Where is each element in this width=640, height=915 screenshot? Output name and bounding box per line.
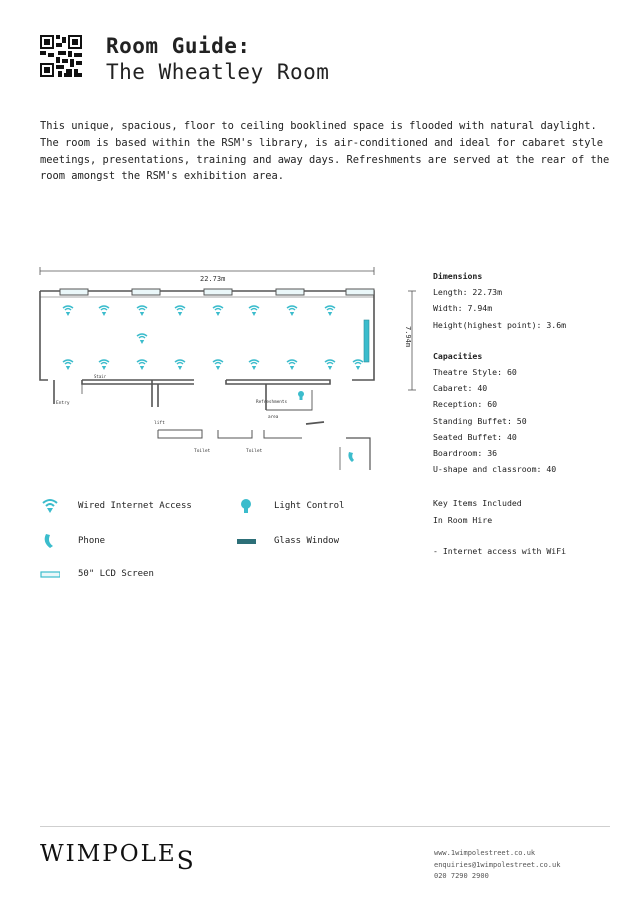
wifi-icon bbox=[63, 360, 73, 370]
wifi-icon bbox=[213, 360, 223, 370]
wifi-icon bbox=[213, 306, 223, 316]
wifi-icon bbox=[353, 360, 363, 370]
wifi-icon bbox=[325, 306, 335, 316]
phone-icon bbox=[40, 531, 60, 551]
capacity-item: Theatre Style: 60 bbox=[433, 367, 517, 378]
glass-window-icon bbox=[236, 531, 256, 551]
legend-lcd-screen bbox=[40, 564, 154, 584]
key-items-heading: Key Items Included bbox=[433, 498, 522, 509]
wifi-icon bbox=[63, 306, 73, 316]
length-value: Length: 22.73m bbox=[433, 287, 503, 298]
wifi-icon bbox=[249, 360, 259, 370]
lift-label: lift bbox=[154, 421, 165, 426]
wifi-icon bbox=[137, 360, 147, 370]
area-label: area bbox=[268, 415, 279, 420]
legend-phone bbox=[40, 531, 105, 551]
stair-label: Stair bbox=[94, 374, 107, 379]
toilet-label: Toilet bbox=[194, 449, 211, 454]
length-label: 22.73m bbox=[200, 275, 226, 283]
wifi-icon bbox=[287, 360, 297, 370]
dimensions-heading: Dimensions bbox=[433, 271, 483, 281]
capacity-item: Boardroom: 36 bbox=[433, 448, 498, 459]
wifi-icon bbox=[99, 306, 109, 316]
capacity-item: Cabaret: 40 bbox=[433, 383, 488, 394]
legend-label: Light Control bbox=[274, 501, 345, 511]
lcd-screen-icon bbox=[40, 564, 60, 584]
legend-light-control bbox=[236, 496, 344, 516]
wifi-icon bbox=[175, 306, 185, 316]
wifi-icon bbox=[249, 306, 259, 316]
legend-wired-internet bbox=[40, 496, 192, 516]
wifi-icon bbox=[137, 306, 147, 316]
width-value: Width: 7.94m bbox=[433, 303, 493, 314]
contact-details bbox=[434, 848, 560, 883]
capacity-item: Standing Buffet: 50 bbox=[433, 415, 527, 426]
footer-divider bbox=[40, 826, 610, 827]
wifi-icon bbox=[287, 306, 297, 316]
wifi-icon bbox=[99, 360, 109, 370]
wimpole-logo: WIMPOLES bbox=[40, 841, 194, 875]
specifications bbox=[433, 268, 633, 559]
legend-label: Glass Window bbox=[274, 536, 340, 546]
capacity-item: U-shape and classroom: 40 bbox=[433, 464, 557, 475]
wifi-icon bbox=[325, 360, 335, 370]
width-label: 7.94m bbox=[404, 326, 412, 348]
phone-number: 020 7290 2900 bbox=[434, 872, 489, 880]
wifi-icon bbox=[137, 334, 147, 344]
key-item: - Internet access with WiFi bbox=[433, 545, 567, 556]
capacity-item: Seated Buffet: 40 bbox=[433, 431, 517, 442]
legend-glass-window bbox=[236, 531, 339, 551]
key-items-heading-2: In Room Hire bbox=[433, 514, 493, 525]
capacities-heading: Capacities bbox=[433, 350, 483, 361]
legend-label: Wired Internet Access bbox=[78, 501, 192, 511]
legend-label: 50" LCD Screen bbox=[78, 569, 154, 579]
wifi-icon bbox=[40, 496, 60, 516]
qr-code-icon bbox=[40, 35, 82, 77]
room-name: The Wheatley Room bbox=[106, 60, 330, 84]
light-bulb-icon bbox=[236, 496, 256, 516]
page-title: Room Guide: bbox=[106, 34, 251, 58]
capacity-item: Reception: 60 bbox=[433, 399, 498, 410]
floor-plan bbox=[34, 262, 419, 477]
legend-label: Phone bbox=[78, 536, 106, 546]
room-description: This unique, spacious, floor to ceiling booklined space is flooded with natural daylight. The room is based within the RSM's library, is air-conditioned and ideal for cabaret style meetings, presentations, training and away days. Refreshments are served at the rear of the room amongst the RSM's exhibition area. bbox=[40, 120, 610, 183]
toilet-label-2: Toilet bbox=[246, 449, 263, 454]
height-value: Height(highest point): 3.6m bbox=[433, 319, 567, 330]
refreshments-label: Refreshments bbox=[256, 400, 288, 405]
entrance-label: Entry bbox=[56, 401, 70, 406]
wifi-icon bbox=[175, 360, 185, 370]
email-link[interactable]: enquiries@1wimpolestreet.co.uk bbox=[434, 860, 561, 869]
website-link[interactable]: www.1wimpolestreet.co.uk bbox=[434, 849, 536, 857]
